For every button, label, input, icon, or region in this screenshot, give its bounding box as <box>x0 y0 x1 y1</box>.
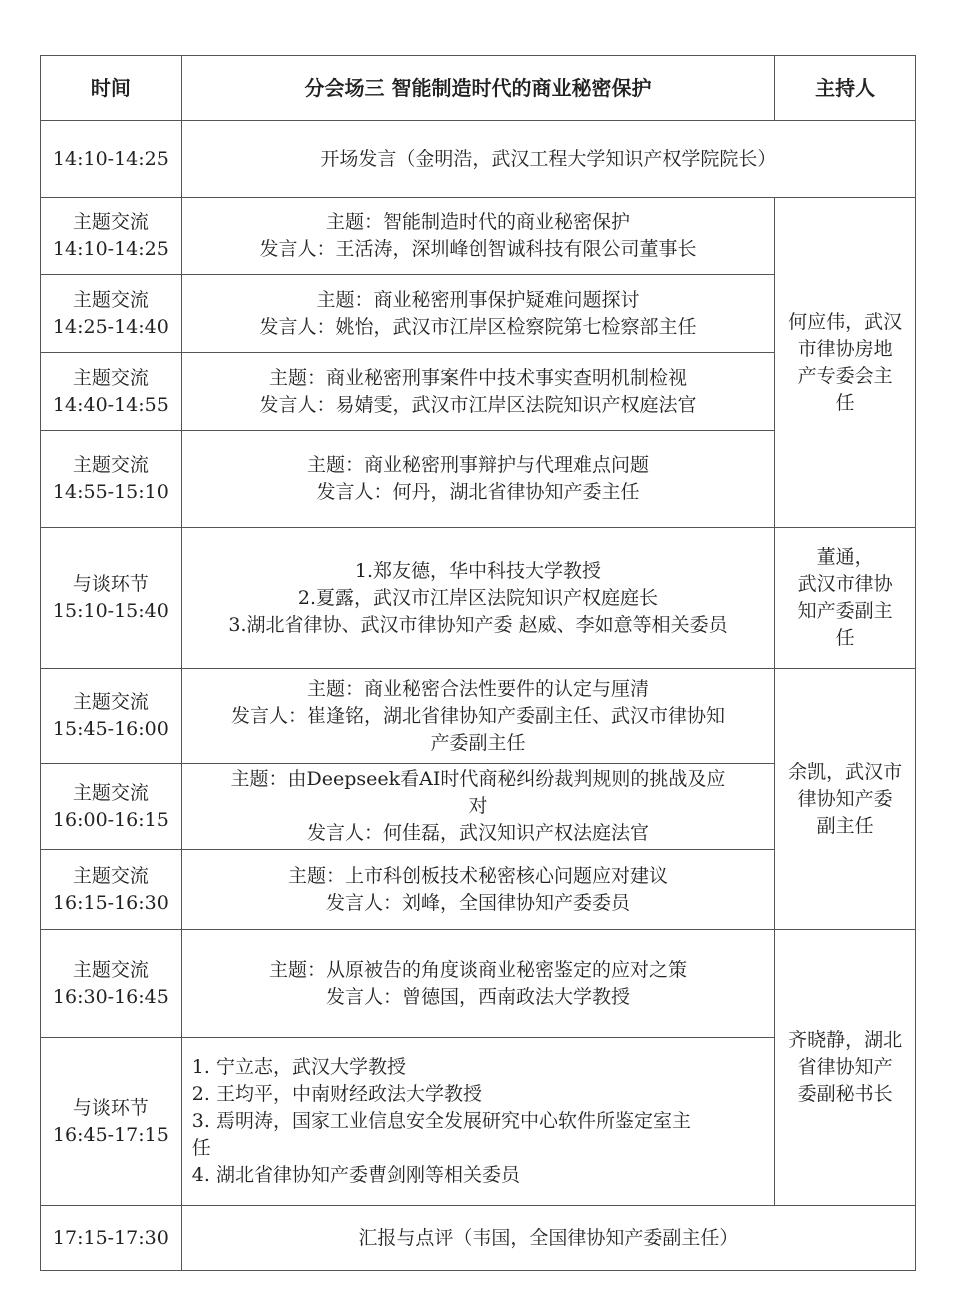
content-cell <box>181 353 774 431</box>
content-text: 1. 宁立志，武汉大学教授 <box>191 1056 406 1078</box>
content-cell <box>181 275 774 353</box>
content-cell <box>181 669 774 764</box>
host-text: 任 <box>835 391 855 414</box>
content-text: 发言人：易婧雯，武汉市江岸区法院知识产权庭法官 <box>259 393 697 416</box>
content-text: 主题：商业秘密刑事保护疑难问题探讨 <box>316 288 640 311</box>
content-text: 开场发言（金明浩，武汉工程大学知识产权学院院长） <box>320 147 777 170</box>
time-text: 主题交流 <box>72 366 149 389</box>
host-text: 律协知产委 <box>797 787 893 810</box>
time-cell <box>41 353 182 431</box>
time-cell <box>41 528 182 669</box>
content-cell <box>181 1206 915 1271</box>
time-cell <box>41 669 182 764</box>
content-text: 发言人：曾德国，西南政法大学教授 <box>325 985 630 1008</box>
content-text: 发言人：王活涛，深圳峰创智诚科技有限公司董事长 <box>259 238 697 260</box>
time-text: 主题交流 <box>72 864 149 887</box>
host-text: 产专委会主 <box>797 364 893 387</box>
time-cell <box>41 1038 182 1206</box>
host-cell <box>775 930 916 1206</box>
time-text: 14:40-14:55 <box>52 393 169 416</box>
agenda-table <box>40 55 916 1271</box>
time-text: 15:10-15:40 <box>52 600 169 622</box>
host-text: 任 <box>835 627 855 649</box>
content-text: 2.夏露，武汉市江岸区法院知识产权庭庭长 <box>297 586 659 609</box>
host-cell <box>775 528 916 669</box>
table-row <box>41 528 916 669</box>
table-row <box>41 121 916 198</box>
time-text: 14:10-14:25 <box>52 238 169 260</box>
host-text: 市律协房地 <box>797 337 893 360</box>
time-text: 14:55-15:10 <box>52 481 169 503</box>
content-text: 主题：商业秘密合法性要件的认定与厘清 <box>306 677 649 700</box>
time-cell <box>41 198 182 275</box>
time-cell <box>41 121 182 198</box>
time-text: 与谈环节 <box>72 1096 149 1119</box>
time-text: 16:30-16:45 <box>52 985 169 1008</box>
content-text: 主题：由Deepseek看AI时代商秘纠纷裁判规则的挑战及应 <box>230 768 726 790</box>
time-text: 主题交流 <box>72 958 149 981</box>
time-cell <box>41 275 182 353</box>
content-text: 发言人：刘峰，全国律协知产委委员 <box>325 891 630 914</box>
table-row <box>41 198 916 275</box>
content-text: 主题：商业秘密刑事辩护与代理难点问题 <box>306 454 649 476</box>
host-text: 委副秘书长 <box>797 1083 893 1105</box>
host-text: 武汉市律协 <box>797 573 893 595</box>
host-cell <box>775 669 916 930</box>
header-row <box>41 56 916 121</box>
host-text: 副主任 <box>816 814 874 837</box>
time-cell <box>41 850 182 930</box>
time-text: 主题交流 <box>72 454 149 476</box>
header-host: 主持人 <box>775 56 916 121</box>
content-text: 3.湖北省律协、武汉市律协知产委 赵威、李如意等相关委员 <box>228 613 728 636</box>
time-text: 17:15-17:30 <box>52 1226 169 1249</box>
content-text: 主题：上市科创板技术秘密核心问题应对建议 <box>287 864 668 887</box>
content-text: 4. 湖北省律协知产委曹剑刚等相关委员 <box>191 1164 520 1186</box>
time-cell <box>41 1206 182 1271</box>
content-cell <box>181 121 915 198</box>
content-text: 主题：智能制造时代的商业秘密保护 <box>325 211 630 233</box>
content-text: 3. 焉明涛，国家工业信息安全发展研究中心软件所鉴定室主 <box>191 1110 691 1132</box>
host-text: 知产委副主 <box>797 600 893 622</box>
content-cell <box>181 1038 774 1206</box>
content-text: 2. 王均平，中南财经政法大学教授 <box>191 1083 482 1105</box>
content-text: 对 <box>468 795 488 817</box>
content-text: 任 <box>191 1137 211 1159</box>
table-row <box>41 930 916 1038</box>
content-text: 产委副主任 <box>430 731 526 754</box>
table-row <box>41 1206 916 1271</box>
time-cell <box>41 764 182 850</box>
time-text: 主题交流 <box>72 781 149 804</box>
content-cell <box>181 198 774 275</box>
content-cell <box>181 930 774 1038</box>
time-text: 16:00-16:15 <box>52 808 169 831</box>
time-text: 主题交流 <box>72 288 149 311</box>
content-cell <box>181 528 774 669</box>
content-text: 发言人：崔逢铭，湖北省律协知产委副主任、武汉市律协知 <box>230 704 725 727</box>
content-cell <box>181 431 774 528</box>
header-time: 时间 <box>41 56 182 121</box>
host-text: 省律协知产 <box>797 1056 893 1078</box>
content-cell <box>181 764 774 850</box>
time-text: 15:45-16:00 <box>52 718 169 740</box>
host-text: 何应伟，武汉 <box>788 310 903 333</box>
content-text: 主题：从原被告的角度谈商业秘密鉴定的应对之策 <box>268 958 687 981</box>
content-text: 发言人：何佳磊，武汉知识产权法庭法官 <box>306 822 649 844</box>
time-text: 14:10-14:25 <box>52 147 169 170</box>
table-row <box>41 669 916 764</box>
time-text: 16:15-16:30 <box>52 891 169 914</box>
time-cell <box>41 930 182 1038</box>
content-text: 发言人：何丹，湖北省律协知产委主任 <box>316 481 640 503</box>
header-session: 分会场三 智能制造时代的商业秘密保护 <box>181 56 774 121</box>
time-text: 主题交流 <box>72 691 149 713</box>
host-cell <box>775 198 916 528</box>
content-text: 主题：商业秘密刑事案件中技术事实查明机制检视 <box>268 366 687 389</box>
content-text: 发言人：姚怡，武汉市江岸区检察院第七检察部主任 <box>259 315 697 338</box>
content-text: 1.郑友德，华中科技大学教授 <box>354 559 602 582</box>
time-text: 16:45-17:15 <box>52 1123 169 1146</box>
time-text: 主题交流 <box>72 211 149 233</box>
time-text: 与谈环节 <box>72 573 149 595</box>
content-cell <box>181 850 774 930</box>
host-text: 齐晓静，湖北 <box>788 1029 903 1051</box>
content-text: 汇报与点评（韦国，全国律协知产委副主任） <box>358 1226 739 1249</box>
time-cell <box>41 431 182 528</box>
host-text: 董通， <box>816 546 874 568</box>
host-text: 余凯，武汉市 <box>788 760 903 783</box>
time-text: 14:25-14:40 <box>52 315 169 338</box>
